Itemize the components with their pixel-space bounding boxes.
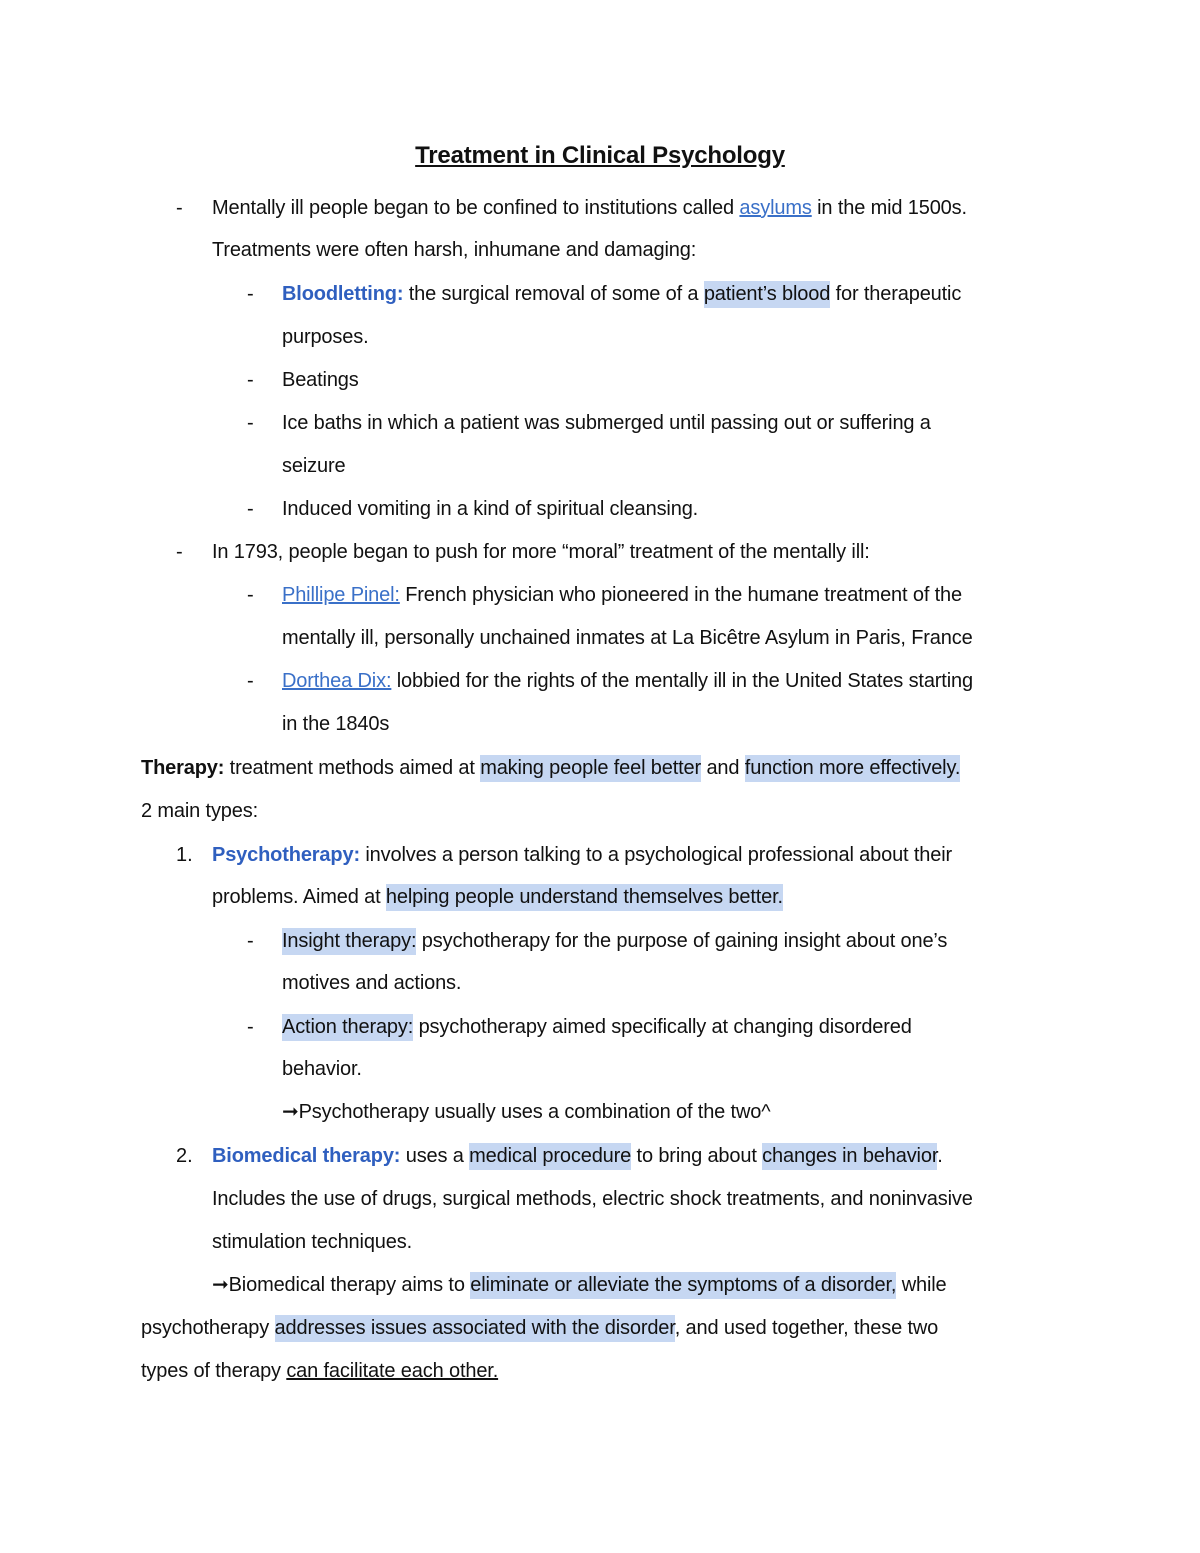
list-number: 2.	[176, 1145, 193, 1167]
text: the surgical removal of some of a	[403, 283, 704, 305]
paragraph-line	[141, 753, 960, 783]
dash-bullet: -	[247, 369, 254, 391]
list-number: 1.	[176, 844, 193, 866]
paragraph-line: Beatings	[282, 369, 359, 391]
paragraph-line	[141, 1313, 938, 1343]
highlight: medical procedure	[469, 1143, 631, 1170]
dash-bullet: -	[176, 541, 183, 563]
paragraph-line: 2 main types:	[141, 800, 258, 822]
phillipe-pinel-link[interactable]: Phillipe Pinel:	[282, 584, 400, 606]
term-psychotherapy: Psychotherapy:	[212, 844, 360, 866]
paragraph-line: seizure	[282, 455, 346, 477]
paragraph-line	[282, 279, 961, 309]
paragraph-line: stimulation techniques.	[212, 1231, 412, 1253]
paragraph-line	[212, 882, 783, 912]
paragraph-line: behavior.	[282, 1058, 362, 1080]
asylums-link[interactable]: asylums	[739, 197, 812, 219]
paragraph-line	[282, 1097, 770, 1127]
highlight: helping people understand themselves better.	[386, 884, 783, 911]
paragraph-line: Ice baths in which a patient was submerged until passing out or suffering a	[282, 412, 931, 434]
paragraph-line: in the 1840s	[282, 713, 390, 735]
paragraph-line: motives and actions.	[282, 972, 462, 994]
paragraph-line	[282, 1012, 912, 1042]
dash-bullet: -	[247, 930, 254, 952]
text: psychotherapy for the purpose of gaining insight about one’s	[416, 930, 948, 952]
text: uses a	[400, 1145, 470, 1167]
term-bloodletting: Bloodletting:	[282, 283, 404, 305]
paragraph-line: mentally ill, personally unchained inmates at La Bicêtre Asylum in Paris, France	[282, 627, 973, 649]
text: in the mid 1500s.	[811, 197, 967, 219]
text: psychotherapy aimed specifically at changing disordered	[413, 1016, 912, 1038]
text: French physician who pioneered in the humane treatment of the	[399, 584, 962, 606]
dorthea-dix-link[interactable]: Dorthea Dix:	[282, 670, 392, 692]
highlight: eliminate or alleviate the symptoms of a disorder,	[470, 1272, 896, 1299]
page-title: Treatment in Clinical Psychology	[415, 142, 785, 169]
paragraph-line: Treatments were often harsh, inhumane and damaging:	[212, 239, 697, 261]
paragraph-line	[212, 193, 967, 223]
dash-bullet: -	[247, 498, 254, 520]
text: Mentally ill people began to be confined to institutions called	[212, 197, 740, 219]
paragraph-line	[212, 1270, 947, 1300]
paragraph-line	[212, 1141, 943, 1171]
term-biomedical-therapy: Biomedical therapy:	[212, 1145, 401, 1167]
paragraph-line	[141, 1356, 498, 1386]
text: for therapeutic	[830, 283, 962, 305]
text: , and used together, these two	[674, 1317, 939, 1339]
dash-bullet: -	[247, 584, 254, 606]
highlight: addresses issues associated with the disorder	[275, 1315, 675, 1342]
text: lobbied for the rights of the mentally ill in the United States starting	[391, 670, 973, 692]
dash-bullet: -	[247, 412, 254, 434]
highlight: Insight therapy:	[282, 928, 416, 955]
paragraph-line: purposes.	[282, 326, 369, 348]
paragraph-line	[212, 840, 952, 870]
text: Psychotherapy usually uses a combination of the two^	[298, 1101, 771, 1123]
text: and	[701, 757, 745, 779]
highlight: changes in behavior	[762, 1143, 937, 1170]
paragraph-line	[282, 926, 947, 956]
highlight: patient’s blood	[704, 281, 830, 308]
highlight: function more effectively.	[745, 755, 960, 782]
text: problems. Aimed at	[212, 886, 386, 908]
highlight: making people feel better	[480, 755, 701, 782]
text: involves a person talking to a psychological professional about their	[359, 844, 953, 866]
text: psychotherapy	[141, 1317, 275, 1339]
dash-bullet: -	[247, 1016, 254, 1038]
text: .	[937, 1145, 943, 1167]
text: Biomedical therapy aims to	[228, 1274, 471, 1296]
paragraph-line	[282, 666, 973, 696]
underlined-text: can facilitate each other.	[286, 1360, 499, 1382]
paragraph-line: Induced vomiting in a kind of spiritual cleansing.	[282, 498, 699, 520]
text: treatment methods aimed at	[224, 757, 481, 779]
dash-bullet: -	[247, 283, 254, 305]
text: types of therapy	[141, 1360, 287, 1382]
text: to bring about	[631, 1145, 763, 1167]
paragraph-line	[282, 580, 962, 610]
paragraph-line: In 1793, people began to push for more “moral” treatment of the mentally ill:	[212, 541, 870, 563]
dash-bullet: -	[247, 670, 254, 692]
term-therapy: Therapy:	[141, 757, 225, 779]
text: while	[896, 1274, 947, 1296]
paragraph-line: Includes the use of drugs, surgical methods, electric shock treatments, and noninvasive	[212, 1188, 973, 1210]
dash-bullet: -	[176, 197, 183, 219]
highlight: Action therapy:	[282, 1014, 413, 1041]
arrow-icon: ➞	[282, 1101, 299, 1123]
arrow-icon: ➞	[212, 1274, 229, 1296]
